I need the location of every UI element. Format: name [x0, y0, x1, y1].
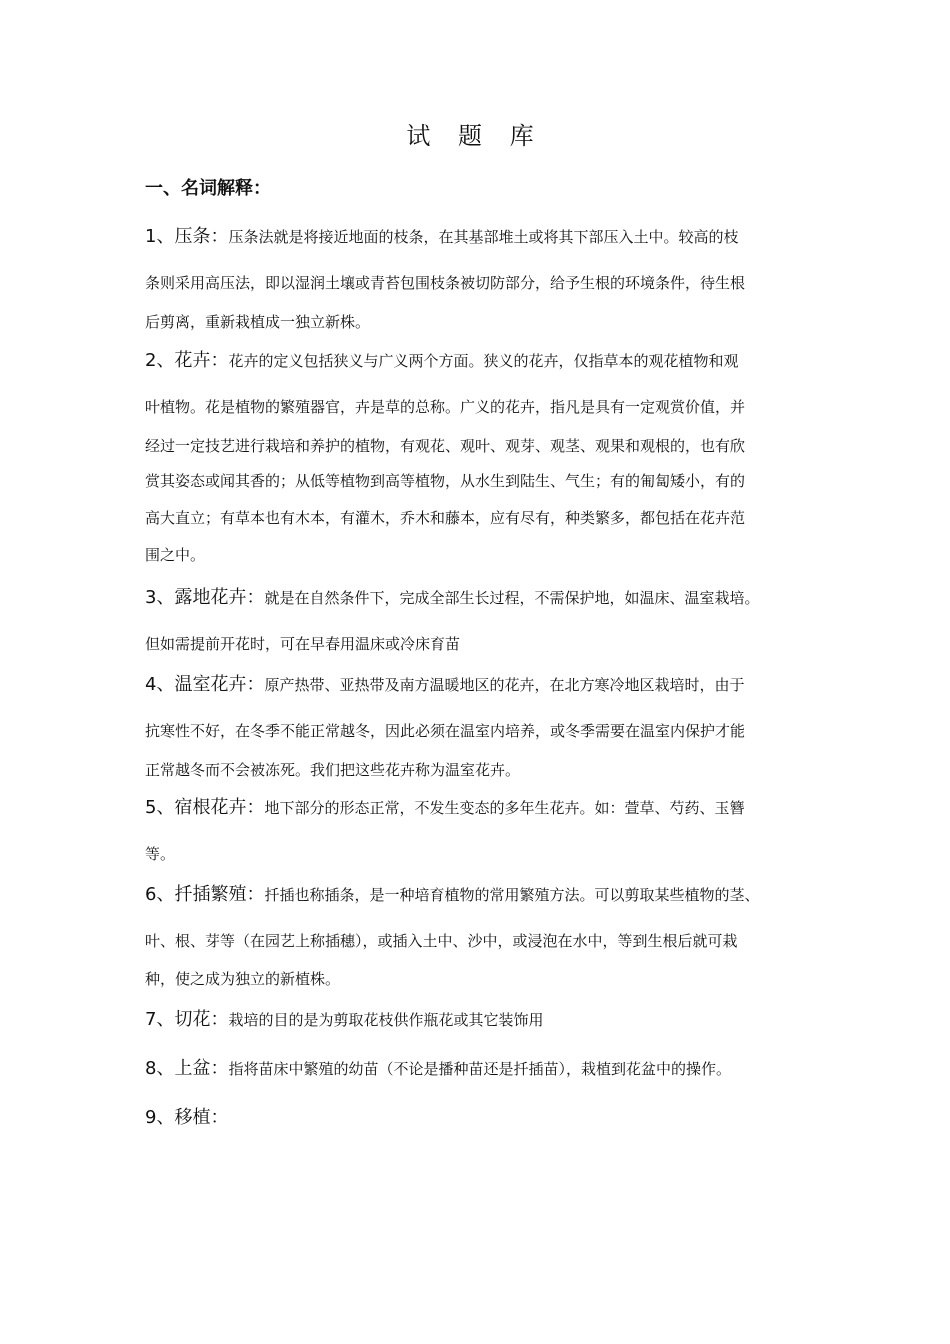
entry-term: 6、扦插繁殖：	[145, 884, 265, 905]
entry-line: 经过一定技艺进行栽培和养护的植物，有观花、观叶、观芽、观茎、观果和观根的，也有欣	[145, 437, 746, 455]
entry-line: 叶植物。花是植物的繁殖器官，卉是草的总称。广义的花卉，指凡是具有一定观赏价值，并	[145, 398, 746, 416]
entry-term: 7、切花：	[145, 1009, 229, 1030]
entry-definition: 压条法就是将接近地面的枝条，在其基部堆土或将其下部压入土中。较高的枝	[228, 228, 739, 246]
entry-definition: 指将苗床中繁殖的幼苗（不论是播种苗还是扦插苗），栽植到花盆中的操作。	[228, 1060, 731, 1078]
entry-term: 2、花卉：	[145, 350, 229, 371]
entry-term: 9、移植：	[145, 1107, 229, 1128]
entry-term: 1、压条：	[145, 226, 229, 247]
entry-first-line	[145, 349, 738, 373]
entry-line: 种，使之成为独立的新植株。	[145, 970, 341, 988]
entry-first-line	[145, 225, 738, 249]
entry-line: 但如需提前开花时，可在早春用温床或冷床育苗	[145, 635, 461, 653]
entry-definition: 栽培的目的是为剪取花枝供作瓶花或其它装饰用	[228, 1011, 544, 1029]
entry-line: 高大直立；有草本也有木本，有灌木，乔木和藤本，应有尽有，种类繁多，都包括在花卉范	[145, 509, 746, 527]
entry-line: 条则采用高压法，即以湿润土壤或青苔包围枝条被切防部分，给予生根的环境条件，待生根	[145, 274, 746, 292]
document-title: 试 题 库	[406, 122, 544, 150]
entry-first-line	[145, 796, 744, 820]
entry-definition: 地下部分的形态正常，不发生变态的多年生花卉。如：萱草、芍药、玉簪	[264, 799, 745, 817]
entry-first-line	[145, 1057, 731, 1081]
entry-first-line	[145, 1008, 543, 1032]
entry-term: 8、上盆：	[145, 1058, 229, 1079]
section-heading: 一、名词解释：	[145, 178, 271, 199]
entry-term: 5、宿根花卉：	[145, 797, 265, 818]
entry-line: 正常越冬而不会被冻死。我们把这些花卉称为温室花卉。	[145, 761, 521, 779]
entry-first-line	[145, 673, 744, 697]
entry-term: 3、露地花卉：	[145, 587, 265, 608]
entry-definition: 花卉的定义包括狭义与广义两个方面。狭义的花卉，仅指草本的观花植物和观	[228, 352, 739, 370]
entry-first-line	[145, 883, 759, 907]
entry-definition: 就是在自然条件下，完成全部生长过程，不需保护地，如温床、温室栽培。	[264, 589, 760, 607]
entry-line: 叶、根、芽等（在园艺上称插穗），或插入土中、沙中，或浸泡在水中，等到生根后就可栽	[145, 932, 738, 950]
entry-definition: 扦插也称插条，是一种培育植物的常用繁殖方法。可以剪取某些植物的茎、	[264, 886, 760, 904]
entry-line: 后剪离，重新栽植成一独立新株。	[145, 313, 371, 331]
entry-line: 赏其姿态或闻其香的；从低等植物到高等植物，从水生到陆生、气生；有的匍匐矮小，有的	[145, 472, 746, 490]
entry-first-line	[145, 586, 759, 610]
entry-line: 等。	[145, 845, 176, 863]
entry-first-line	[145, 1106, 228, 1130]
entry-line: 抗寒性不好，在冬季不能正常越冬，因此必须在温室内培养，或冬季需要在温室内保护才能	[145, 722, 746, 740]
entry-term: 4、温室花卉：	[145, 674, 265, 695]
entry-line: 围之中。	[145, 546, 206, 564]
entry-definition: 原产热带、亚热带及南方温暖地区的花卉，在北方寒冷地区栽培时，由于	[264, 676, 745, 694]
